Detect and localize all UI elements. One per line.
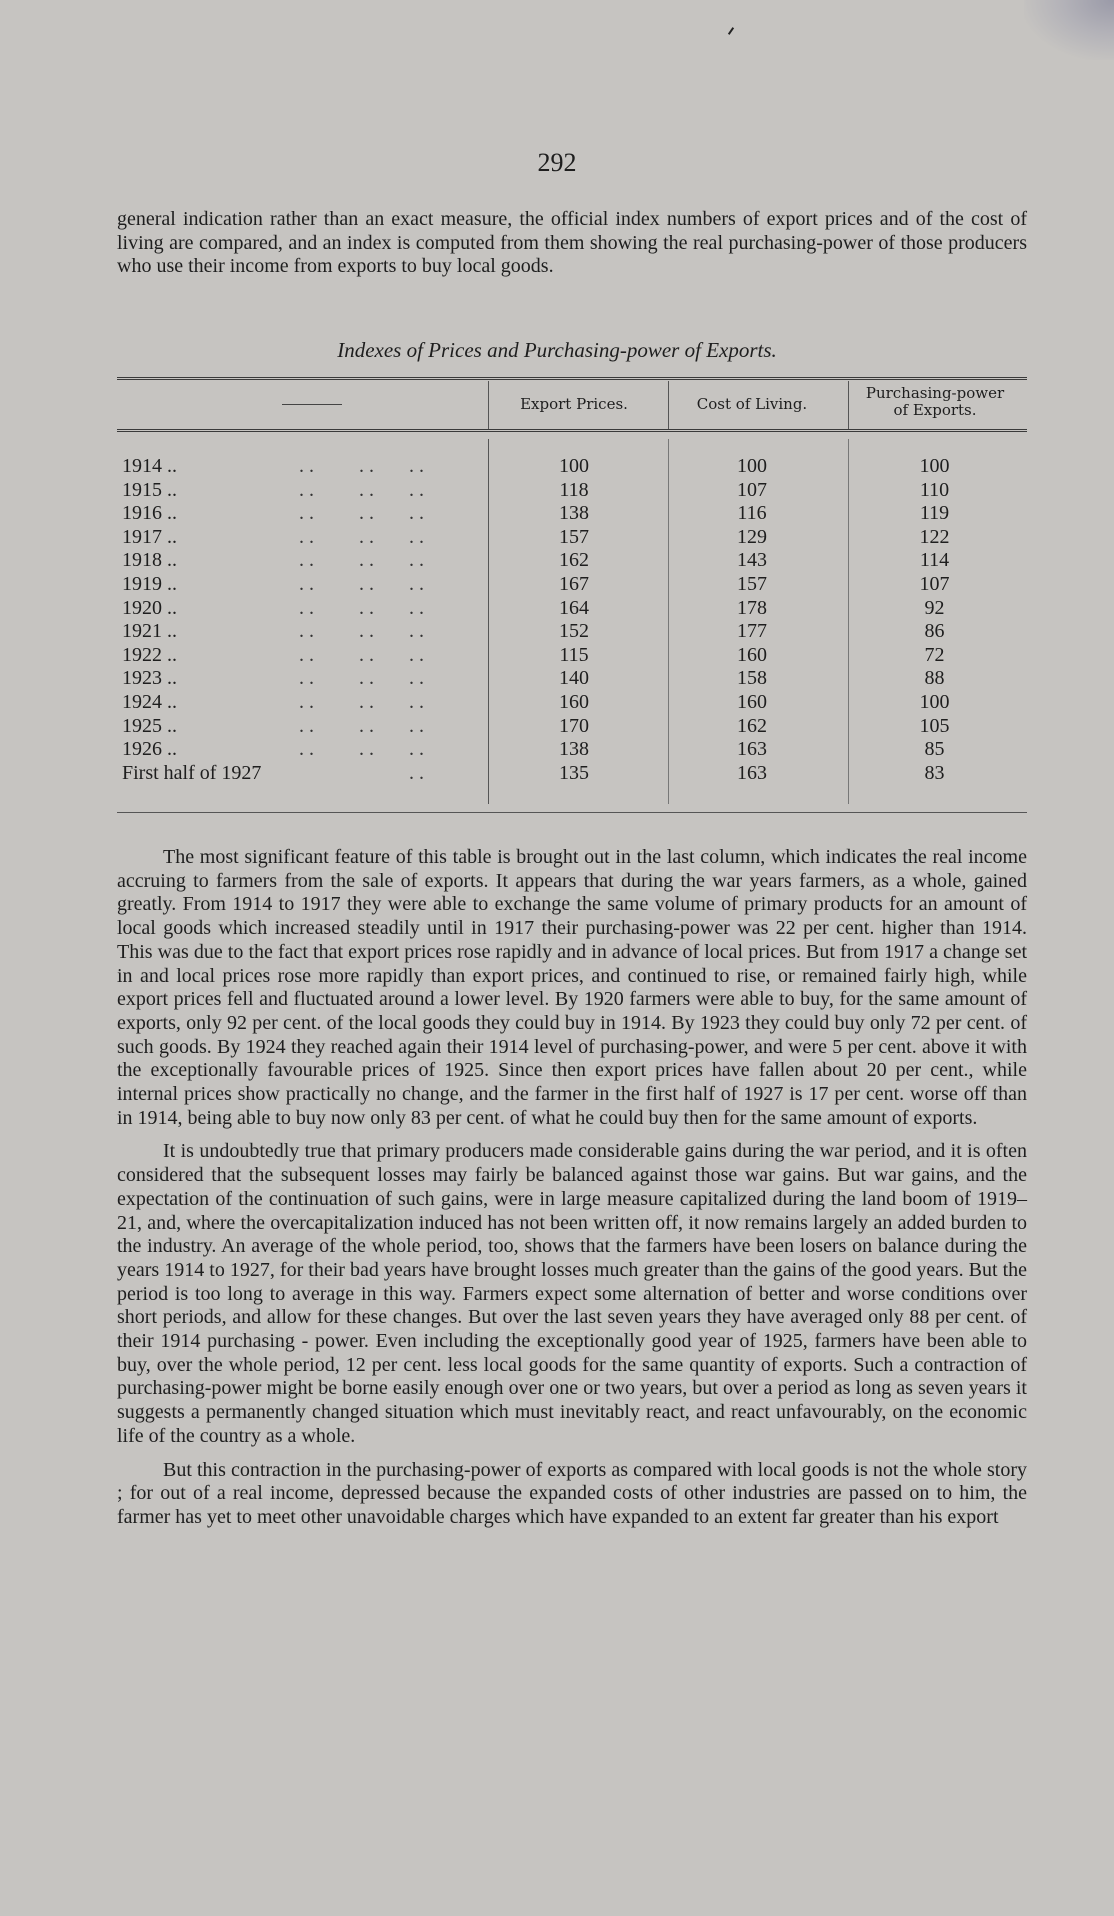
cost-of-living-cell: 177 [737,620,767,643]
table-row: 1915 .. . . . . . . 118 107 110 [117,479,1027,503]
table-bottom-rule [117,812,1027,813]
purchasing-power-cell: 72 [924,643,945,666]
cost-of-living-cell: 163 [737,738,767,761]
header-dash [282,404,342,405]
page-number: 292 [537,148,577,177]
paragraph-2: It is undoubtedly true that primary producers made considerable gains during the war period, and it is often considered that the subsequent losses may fairly be balanced against those war gains. But war gains, and the expectation of the continuation of such gains, were in large measure capitalized during the land boom of 1919–21, and, where the overcapitalization induced has not been written off, it now remains largely an added burden to the industry. An average of the whole period, too, shows that the farmers have been losers on balance during the years 1914 to 1927, for their bad years have brought losses much greater than the gains of the good years. But the period is too long to average in this way. Farmers expect some alternation of better and worse conditions over short periods, and allow for these changes. But over the last seven years they have averaged only 88 per cent. of their 1914 purchasing - power. Even including the exceptionally good year of 1925, farmers have been able to buy, over the whole period, 12 per cent. less local goods for the same quantity of exports. Such a contraction of purchasing-power might be borne easily enough over one or two years, but over a period as long as seven years it suggests a permanently changed situation which must inevitably react, and react unfavourably, on the economic life of the country as a whole. [117,1140,1027,1447]
purchasing-power-cell: 122 [919,525,950,548]
export-prices-cell: 170 [559,714,589,737]
purchasing-power-cell: 114 [919,549,950,572]
row-year: 1914 .. [122,455,177,477]
cost-of-living-cell: 100 [737,455,767,477]
header-divider-3 [848,381,849,429]
export-prices-cell: 152 [559,620,589,643]
cost-of-living-cell: 160 [737,643,767,666]
cost-of-living-cell: 116 [737,502,767,525]
export-prices-cell: 138 [559,738,589,761]
header-divider-1 [488,381,489,429]
export-prices-cell: 118 [559,478,589,501]
purchasing-power-cell: 100 [919,690,950,713]
row-year: 1916 .. [122,502,177,525]
cost-of-living-cell: 160 [737,690,767,713]
export-prices-cell: 160 [559,690,589,713]
row-year: 1926 .. [122,738,177,761]
export-prices-cell: 135 [559,761,589,784]
row-year: 1917 .. [122,525,177,548]
row-year: 1919 .. [122,572,177,595]
table-row: 1923 .. . . . . . . 140 158 88 [117,667,1027,691]
table-row: 1916 .. . . . . . . 138 116 119 [117,502,1027,526]
purchasing-power-cell: 105 [919,714,950,737]
header-cost-of-living: Cost of Living. [696,395,808,413]
row-year: 1924 .. [122,690,177,713]
export-prices-cell: 115 [559,643,589,666]
cost-of-living-cell: 107 [737,478,767,501]
export-prices-cell: 167 [559,572,589,595]
row-year: 1923 .. [122,667,177,690]
table-row: 1918 .. . . . . . . 162 143 114 [117,549,1027,573]
header-export-prices: Export Prices. [520,395,628,413]
table-row: 1924 .. . . . . . . 160 160 100 [117,691,1027,715]
table-row: 1914 .. . . . . . . 100 100 100 [117,455,1027,479]
purchasing-power-cell: 88 [924,667,945,690]
export-prices-cell: 138 [559,502,589,525]
export-prices-cell: 164 [559,596,589,619]
paragraph-1: The most significant feature of this table is brought out in the last column, which indicates the real income accruing to farmers from the sale of exports. It appears that during the war years farmers, as a whole, gained greatly. From 1914 to 1917 they were able to exchange the same volume of primary products for an amount of local goods which increased steadily until in 1917 their purchasing-power was 22 per cent. higher than 1914. This was due to the fact that export prices rose rapidly and in advance of local prices. But from 1917 a change set in and local prices rose more rapidly than export prices, and continued to rise, or remained fairly high, while export prices fell and fluctuated around a lower level. By 1920 farmers were able to buy, for the same amount of exports, only 92 per cent. of the local goods they could buy in 1914. By 1923 they could buy only 72 per cent. of such goods. By 1924 they reached again their 1914 level of purchasing-power, and were 5 per cent. above it with the exceptionally favourable prices of 1925. Since then export prices have fallen about 20 per cent., while internal prices show practically no change, and the farmer in the first half of 1927 is 17 per cent. worse off than in 1914, being able to buy now only 83 per cent. of what he could buy then for the same amount of exports. [117,846,1027,1129]
purchasing-power-cell: 107 [919,572,950,595]
cost-of-living-cell: 162 [737,714,767,737]
table-row: 1922 .. . . . . . . 115 160 72 [117,644,1027,668]
purchasing-power-cell: 119 [919,502,950,525]
export-prices-cell: 162 [559,549,589,572]
purchasing-power-cell: 83 [924,761,945,784]
table-row: 1917 .. . . . . . . 157 129 122 [117,526,1027,550]
body-text [117,846,1027,1540]
cost-of-living-cell: 143 [737,549,767,572]
table-row: 1921 .. . . . . . . 152 177 86 [117,620,1027,644]
paragraph-3: But this contraction in the purchasing-power of exports as compared with local goods is not the whole story ; for out of a real income, depressed because the expanded costs of other industries are passed on to him, the farmer has yet to meet other unavoidable charges which have expanded to an extent far greater than his export [117,1458,1027,1528]
cost-of-living-cell: 129 [737,525,767,548]
pencil-mark [728,27,734,35]
cost-of-living-cell: 158 [737,667,767,690]
purchasing-power-cell: 92 [924,596,945,619]
header-purchasing-power-line2: of Exports. [893,401,977,419]
table-row: 1925 .. . . . . . . 170 162 105 [117,715,1027,739]
row-year: 1915 .. [122,478,177,501]
row-year: 1918 .. [122,549,177,572]
table-header-rule [117,429,1027,432]
index-table [117,377,1027,814]
intro-paragraph: general indication rather than an exact measure, the official index numbers of export prices and of the cost of living are compared, and an index is computed from them showing the real purchasing-power of those producers who use their income from exports to buy local goods. [117,208,1027,277]
row-year: 1922 .. [122,643,177,666]
row-year: 1920 .. [122,596,177,619]
row-year: 1925 .. [122,714,177,737]
row-year: 1921 .. [122,620,177,643]
purchasing-power-cell: 110 [919,478,950,501]
table-row: First half of 1927 . . 135 163 83 [117,762,1027,786]
cost-of-living-cell: 178 [737,596,767,619]
cost-of-living-cell: 157 [737,572,767,595]
cost-of-living-cell: 163 [737,761,767,784]
table-row: 1926 .. . . . . . . 138 163 85 [117,738,1027,762]
header-purchasing-power-line1: Purchasing-power [865,384,1005,402]
corner-smudge [1024,0,1114,60]
export-prices-cell: 157 [559,525,589,548]
row-year: First half of 1927 [122,761,262,784]
purchasing-power-cell: 85 [924,738,945,761]
header-divider-2 [668,381,669,429]
table-row: 1919 .. . . . . . . 167 157 107 [117,573,1027,597]
table-top-rule [117,377,1027,380]
export-prices-cell: 100 [559,455,589,477]
header-purchasing-power [845,385,1025,419]
table-title: Indexes of Prices and Purchasing-power of Exports. [337,338,777,362]
table-body [117,455,1027,785]
purchasing-power-cell: 100 [919,455,950,477]
table-row: 1920 .. . . . . . . 164 178 92 [117,597,1027,621]
purchasing-power-cell: 86 [924,620,945,643]
export-prices-cell: 140 [559,667,589,690]
